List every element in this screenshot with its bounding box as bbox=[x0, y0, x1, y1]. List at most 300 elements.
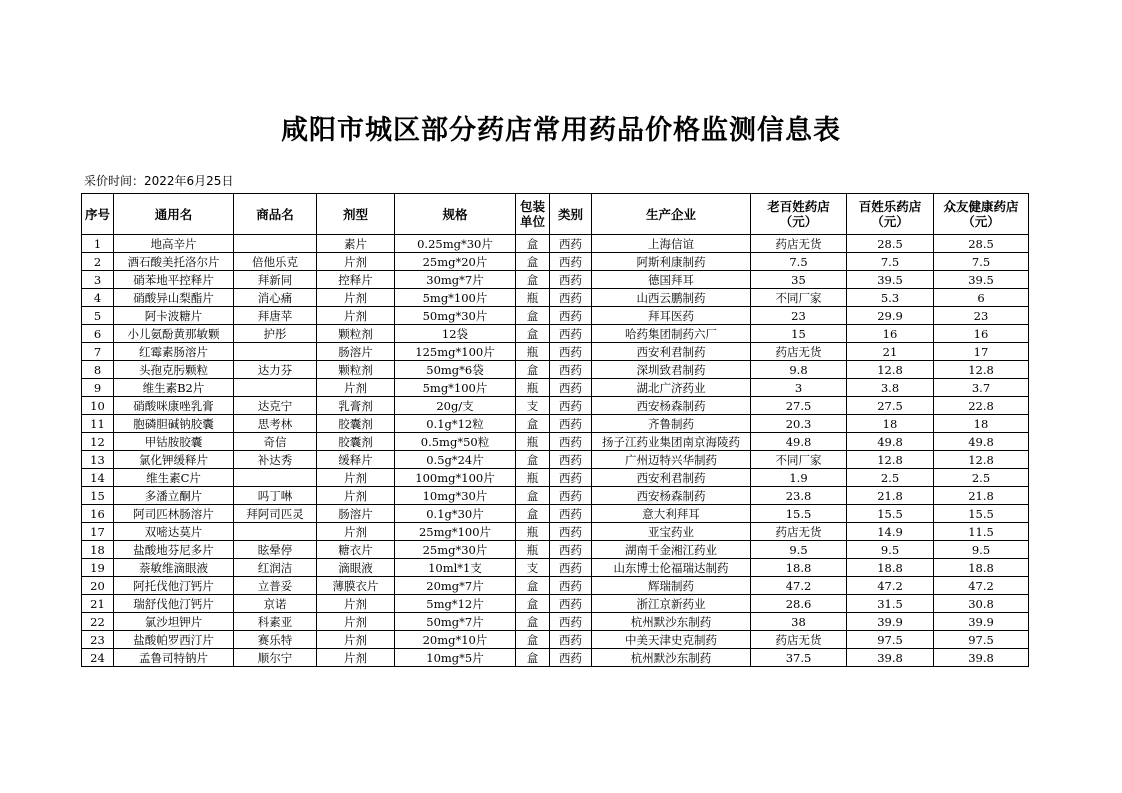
cell-spec: 20mg*7片 bbox=[395, 577, 516, 595]
cell-price-zhongyou: 6 bbox=[934, 289, 1029, 307]
table-row bbox=[82, 289, 1029, 307]
cell-price-zhongyou: 28.5 bbox=[934, 235, 1029, 253]
header-spec: 规格 bbox=[395, 194, 516, 235]
cell-form: 乳膏剂 bbox=[317, 397, 395, 415]
cell-unit: 支 bbox=[516, 559, 550, 577]
table-row bbox=[82, 577, 1029, 595]
cell-brand-name: 思考林 bbox=[234, 415, 317, 433]
cell-category: 西药 bbox=[550, 271, 592, 289]
cell-price-laobaixing: 28.6 bbox=[751, 595, 847, 613]
cell-unit: 盒 bbox=[516, 487, 550, 505]
cell-unit: 支 bbox=[516, 397, 550, 415]
cell-manufacturer: 湖南千金湘江药业 bbox=[592, 541, 751, 559]
cell-form: 肠溶片 bbox=[317, 343, 395, 361]
cell-price-laobaixing: 15.5 bbox=[751, 505, 847, 523]
cell-form: 片剂 bbox=[317, 631, 395, 649]
cell-category: 西药 bbox=[550, 487, 592, 505]
cell-price-baixingle: 18 bbox=[847, 415, 934, 433]
cell-manufacturer: 西安利君制药 bbox=[592, 469, 751, 487]
cell-price-baixingle: 2.5 bbox=[847, 469, 934, 487]
cell-generic-name: 硝酸异山梨酯片 bbox=[114, 289, 234, 307]
table-row bbox=[82, 253, 1029, 271]
cell-price-zhongyou: 11.5 bbox=[934, 523, 1029, 541]
cell-unit: 盒 bbox=[516, 505, 550, 523]
table-row bbox=[82, 235, 1029, 253]
cell-form: 肠溶片 bbox=[317, 505, 395, 523]
cell-generic-name: 瑞舒伐他汀钙片 bbox=[114, 595, 234, 613]
cell-unit: 瓶 bbox=[516, 379, 550, 397]
cell-price-zhongyou: 18.8 bbox=[934, 559, 1029, 577]
cell-manufacturer: 浙江京新药业 bbox=[592, 595, 751, 613]
cell-generic-name: 阿司匹林肠溶片 bbox=[114, 505, 234, 523]
cell-no: 20 bbox=[82, 577, 114, 595]
cell-price-laobaixing: 9.5 bbox=[751, 541, 847, 559]
cell-price-laobaixing: 18.8 bbox=[751, 559, 847, 577]
cell-price-baixingle: 21.8 bbox=[847, 487, 934, 505]
cell-manufacturer: 湖北广济药业 bbox=[592, 379, 751, 397]
header-unit-line2: 单位 bbox=[519, 214, 545, 229]
cell-spec: 5mg*100片 bbox=[395, 289, 516, 307]
cell-manufacturer: 亚宝药业 bbox=[592, 523, 751, 541]
cell-spec: 0.25mg*30片 bbox=[395, 235, 516, 253]
cell-spec: 0.5mg*50粒 bbox=[395, 433, 516, 451]
cell-spec: 30mg*7片 bbox=[395, 271, 516, 289]
header-p3-line2: （元） bbox=[962, 214, 1000, 229]
cell-brand-name: 立普妥 bbox=[234, 577, 317, 595]
cell-price-baixingle: 27.5 bbox=[847, 397, 934, 415]
cell-manufacturer: 阿斯利康制药 bbox=[592, 253, 751, 271]
cell-category: 西药 bbox=[550, 325, 592, 343]
cell-price-baixingle: 21 bbox=[847, 343, 934, 361]
table-row bbox=[82, 523, 1029, 541]
cell-generic-name: 萘敏维滴眼液 bbox=[114, 559, 234, 577]
cell-spec: 50mg*6袋 bbox=[395, 361, 516, 379]
table-body bbox=[82, 235, 1029, 667]
cell-form: 缓释片 bbox=[317, 451, 395, 469]
cell-form: 胶囊剂 bbox=[317, 415, 395, 433]
cell-form: 片剂 bbox=[317, 595, 395, 613]
cell-manufacturer: 杭州默沙东制药 bbox=[592, 649, 751, 667]
cell-price-laobaixing: 药店无货 bbox=[751, 523, 847, 541]
page-title: 咸阳市城区部分药店常用药品价格监测信息表 bbox=[281, 115, 841, 146]
cell-brand-name: 科素亚 bbox=[234, 613, 317, 631]
header-p2-line1: 百姓乐药店 bbox=[858, 199, 922, 214]
cell-price-laobaixing: 9.8 bbox=[751, 361, 847, 379]
cell-manufacturer: 中美天津史克制药 bbox=[592, 631, 751, 649]
table-row bbox=[82, 505, 1029, 523]
cell-price-laobaixing: 15 bbox=[751, 325, 847, 343]
cell-price-laobaixing: 1.9 bbox=[751, 469, 847, 487]
cell-price-zhongyou: 39.9 bbox=[934, 613, 1029, 631]
cell-price-laobaixing: 23.8 bbox=[751, 487, 847, 505]
table-row bbox=[82, 415, 1029, 433]
cell-brand-name bbox=[234, 469, 317, 487]
cell-no: 10 bbox=[82, 397, 114, 415]
cell-spec: 5mg*12片 bbox=[395, 595, 516, 613]
cell-unit: 盒 bbox=[516, 307, 550, 325]
cell-manufacturer: 深圳致君制药 bbox=[592, 361, 751, 379]
cell-price-laobaixing: 3 bbox=[751, 379, 847, 397]
header-p2-line2: （元） bbox=[871, 214, 909, 229]
cell-price-laobaixing: 38 bbox=[751, 613, 847, 631]
cell-generic-name: 多潘立酮片 bbox=[114, 487, 234, 505]
price-table bbox=[81, 193, 1029, 667]
cell-unit: 盒 bbox=[516, 451, 550, 469]
header-manufacturer: 生产企业 bbox=[592, 194, 751, 235]
cell-price-laobaixing: 药店无货 bbox=[751, 343, 847, 361]
cell-form: 片剂 bbox=[317, 487, 395, 505]
cell-price-laobaixing: 49.8 bbox=[751, 433, 847, 451]
header-category: 类别 bbox=[550, 194, 592, 235]
cell-price-zhongyou: 7.5 bbox=[934, 253, 1029, 271]
cell-spec: 25mg*30片 bbox=[395, 541, 516, 559]
cell-price-baixingle: 28.5 bbox=[847, 235, 934, 253]
cell-generic-name: 孟鲁司特钠片 bbox=[114, 649, 234, 667]
cell-no: 24 bbox=[82, 649, 114, 667]
cell-price-zhongyou: 39.8 bbox=[934, 649, 1029, 667]
cell-spec: 0.1g*30片 bbox=[395, 505, 516, 523]
cell-unit: 盒 bbox=[516, 325, 550, 343]
cell-form: 片剂 bbox=[317, 613, 395, 631]
cell-spec: 125mg*100片 bbox=[395, 343, 516, 361]
cell-generic-name: 甲钴胺胶囊 bbox=[114, 433, 234, 451]
table-row bbox=[82, 451, 1029, 469]
cell-spec: 20mg*10片 bbox=[395, 631, 516, 649]
cell-spec: 0.5g*24片 bbox=[395, 451, 516, 469]
cell-unit: 瓶 bbox=[516, 541, 550, 559]
cell-no: 5 bbox=[82, 307, 114, 325]
cell-no: 12 bbox=[82, 433, 114, 451]
cell-spec: 12袋 bbox=[395, 325, 516, 343]
header-p3-line1: 众友健康药店 bbox=[943, 199, 1019, 214]
cell-form: 素片 bbox=[317, 235, 395, 253]
cell-price-zhongyou: 2.5 bbox=[934, 469, 1029, 487]
cell-form: 薄膜衣片 bbox=[317, 577, 395, 595]
cell-price-baixingle: 47.2 bbox=[847, 577, 934, 595]
table-row bbox=[82, 325, 1029, 343]
cell-price-laobaixing: 37.5 bbox=[751, 649, 847, 667]
cell-generic-name: 氯化钾缓释片 bbox=[114, 451, 234, 469]
cell-brand-name: 眩晕停 bbox=[234, 541, 317, 559]
cell-price-baixingle: 49.8 bbox=[847, 433, 934, 451]
cell-category: 西药 bbox=[550, 433, 592, 451]
cell-price-baixingle: 39.5 bbox=[847, 271, 934, 289]
cell-price-baixingle: 29.9 bbox=[847, 307, 934, 325]
cell-brand-name: 消心痛 bbox=[234, 289, 317, 307]
cell-category: 西药 bbox=[550, 613, 592, 631]
cell-spec: 25mg*20片 bbox=[395, 253, 516, 271]
cell-form: 片剂 bbox=[317, 379, 395, 397]
cell-category: 西药 bbox=[550, 523, 592, 541]
cell-generic-name: 红霉素肠溶片 bbox=[114, 343, 234, 361]
cell-generic-name: 酒石酸美托洛尔片 bbox=[114, 253, 234, 271]
cell-price-baixingle: 39.8 bbox=[847, 649, 934, 667]
table-row bbox=[82, 307, 1029, 325]
cell-category: 西药 bbox=[550, 343, 592, 361]
cell-price-laobaixing: 药店无货 bbox=[751, 235, 847, 253]
cell-manufacturer: 西安利君制药 bbox=[592, 343, 751, 361]
cell-no: 18 bbox=[82, 541, 114, 559]
cell-unit: 瓶 bbox=[516, 469, 550, 487]
cell-unit: 盒 bbox=[516, 415, 550, 433]
cell-generic-name: 维生素B2片 bbox=[114, 379, 234, 397]
cell-price-zhongyou: 18 bbox=[934, 415, 1029, 433]
cell-generic-name: 氯沙坦钾片 bbox=[114, 613, 234, 631]
cell-price-zhongyou: 30.8 bbox=[934, 595, 1029, 613]
cell-no: 4 bbox=[82, 289, 114, 307]
cell-no: 13 bbox=[82, 451, 114, 469]
cell-price-zhongyou: 39.5 bbox=[934, 271, 1029, 289]
cell-form: 控释片 bbox=[317, 271, 395, 289]
cell-brand-name bbox=[234, 379, 317, 397]
cell-price-zhongyou: 16 bbox=[934, 325, 1029, 343]
cell-generic-name: 盐酸地芬尼多片 bbox=[114, 541, 234, 559]
cell-category: 西药 bbox=[550, 415, 592, 433]
cell-category: 西药 bbox=[550, 649, 592, 667]
cell-brand-name bbox=[234, 343, 317, 361]
table-row bbox=[82, 343, 1029, 361]
cell-generic-name: 地高辛片 bbox=[114, 235, 234, 253]
cell-price-baixingle: 14.9 bbox=[847, 523, 934, 541]
header-price-baixingle bbox=[847, 194, 934, 235]
header-brand-name: 商品名 bbox=[234, 194, 317, 235]
cell-price-laobaixing: 20.3 bbox=[751, 415, 847, 433]
cell-form: 片剂 bbox=[317, 253, 395, 271]
cell-brand-name: 达力芬 bbox=[234, 361, 317, 379]
cell-category: 西药 bbox=[550, 541, 592, 559]
table-row bbox=[82, 433, 1029, 451]
table-row bbox=[82, 361, 1029, 379]
cell-brand-name: 拜新同 bbox=[234, 271, 317, 289]
cell-brand-name: 拜唐苹 bbox=[234, 307, 317, 325]
cell-manufacturer: 西安杨森制药 bbox=[592, 487, 751, 505]
cell-price-laobaixing: 35 bbox=[751, 271, 847, 289]
cell-no: 17 bbox=[82, 523, 114, 541]
survey-date: 采价时间：2022年6月25日 bbox=[84, 174, 234, 188]
cell-generic-name: 阿托伐他汀钙片 bbox=[114, 577, 234, 595]
cell-price-zhongyou: 23 bbox=[934, 307, 1029, 325]
header-no: 序号 bbox=[82, 194, 114, 235]
cell-brand-name: 倍他乐克 bbox=[234, 253, 317, 271]
cell-unit: 盒 bbox=[516, 271, 550, 289]
cell-form: 片剂 bbox=[317, 307, 395, 325]
cell-price-baixingle: 12.8 bbox=[847, 361, 934, 379]
cell-unit: 盒 bbox=[516, 631, 550, 649]
cell-form: 片剂 bbox=[317, 469, 395, 487]
cell-form: 胶囊剂 bbox=[317, 433, 395, 451]
cell-form: 片剂 bbox=[317, 289, 395, 307]
cell-generic-name: 头孢克肟颗粒 bbox=[114, 361, 234, 379]
header-generic-name: 通用名 bbox=[114, 194, 234, 235]
cell-category: 西药 bbox=[550, 379, 592, 397]
cell-price-laobaixing: 47.2 bbox=[751, 577, 847, 595]
header-price-zhongyou bbox=[934, 194, 1029, 235]
cell-manufacturer: 德国拜耳 bbox=[592, 271, 751, 289]
cell-form: 片剂 bbox=[317, 649, 395, 667]
cell-price-zhongyou: 12.8 bbox=[934, 361, 1029, 379]
cell-price-laobaixing: 不同厂家 bbox=[751, 289, 847, 307]
cell-category: 西药 bbox=[550, 289, 592, 307]
cell-price-baixingle: 12.8 bbox=[847, 451, 934, 469]
cell-price-zhongyou: 15.5 bbox=[934, 505, 1029, 523]
cell-no: 1 bbox=[82, 235, 114, 253]
cell-price-baixingle: 3.8 bbox=[847, 379, 934, 397]
cell-spec: 100mg*100片 bbox=[395, 469, 516, 487]
cell-unit: 瓶 bbox=[516, 433, 550, 451]
cell-price-laobaixing: 27.5 bbox=[751, 397, 847, 415]
cell-no: 15 bbox=[82, 487, 114, 505]
cell-price-laobaixing: 7.5 bbox=[751, 253, 847, 271]
cell-manufacturer: 齐鲁制药 bbox=[592, 415, 751, 433]
cell-manufacturer: 意大利拜耳 bbox=[592, 505, 751, 523]
cell-category: 西药 bbox=[550, 397, 592, 415]
cell-brand-name bbox=[234, 235, 317, 253]
cell-price-baixingle: 7.5 bbox=[847, 253, 934, 271]
cell-price-baixingle: 5.3 bbox=[847, 289, 934, 307]
cell-category: 西药 bbox=[550, 577, 592, 595]
cell-price-baixingle: 39.9 bbox=[847, 613, 934, 631]
cell-no: 6 bbox=[82, 325, 114, 343]
cell-price-baixingle: 97.5 bbox=[847, 631, 934, 649]
cell-brand-name: 赛乐特 bbox=[234, 631, 317, 649]
cell-category: 西药 bbox=[550, 631, 592, 649]
cell-price-baixingle: 18.8 bbox=[847, 559, 934, 577]
cell-unit: 盒 bbox=[516, 361, 550, 379]
table-row bbox=[82, 613, 1029, 631]
cell-spec: 25mg*100片 bbox=[395, 523, 516, 541]
cell-spec: 5mg*100片 bbox=[395, 379, 516, 397]
cell-generic-name: 胞磷胆碱钠胶囊 bbox=[114, 415, 234, 433]
header-unit-line1: 包装 bbox=[519, 199, 545, 214]
cell-unit: 盒 bbox=[516, 577, 550, 595]
cell-spec: 50mg*7片 bbox=[395, 613, 516, 631]
cell-no: 23 bbox=[82, 631, 114, 649]
cell-unit: 盒 bbox=[516, 595, 550, 613]
cell-category: 西药 bbox=[550, 559, 592, 577]
cell-manufacturer: 扬子江药业集团南京海陵药 bbox=[592, 433, 751, 451]
cell-price-zhongyou: 12.8 bbox=[934, 451, 1029, 469]
cell-price-baixingle: 16 bbox=[847, 325, 934, 343]
cell-generic-name: 盐酸帕罗西汀片 bbox=[114, 631, 234, 649]
cell-price-zhongyou: 9.5 bbox=[934, 541, 1029, 559]
cell-manufacturer: 杭州默沙东制药 bbox=[592, 613, 751, 631]
cell-generic-name: 维生素C片 bbox=[114, 469, 234, 487]
table-row bbox=[82, 469, 1029, 487]
cell-brand-name: 红润洁 bbox=[234, 559, 317, 577]
cell-manufacturer: 山西云鹏制药 bbox=[592, 289, 751, 307]
cell-generic-name: 小儿氨酚黄那敏颗 bbox=[114, 325, 234, 343]
cell-form: 颗粒剂 bbox=[317, 325, 395, 343]
header-unit bbox=[516, 194, 550, 235]
cell-unit: 瓶 bbox=[516, 523, 550, 541]
table-row bbox=[82, 649, 1029, 667]
cell-manufacturer: 上海信谊 bbox=[592, 235, 751, 253]
cell-brand-name: 补达秀 bbox=[234, 451, 317, 469]
cell-unit: 盒 bbox=[516, 235, 550, 253]
cell-spec: 0.1g*12粒 bbox=[395, 415, 516, 433]
cell-category: 西药 bbox=[550, 595, 592, 613]
cell-price-zhongyou: 22.8 bbox=[934, 397, 1029, 415]
cell-no: 22 bbox=[82, 613, 114, 631]
cell-form: 糖衣片 bbox=[317, 541, 395, 559]
cell-no: 11 bbox=[82, 415, 114, 433]
cell-brand-name: 达克宁 bbox=[234, 397, 317, 415]
table-row bbox=[82, 595, 1029, 613]
cell-manufacturer: 哈药集团制药六厂 bbox=[592, 325, 751, 343]
header-p1-line2: （元） bbox=[779, 214, 818, 229]
cell-unit: 盒 bbox=[516, 613, 550, 631]
cell-no: 8 bbox=[82, 361, 114, 379]
cell-category: 西药 bbox=[550, 307, 592, 325]
cell-price-baixingle: 31.5 bbox=[847, 595, 934, 613]
cell-generic-name: 双嘧达莫片 bbox=[114, 523, 234, 541]
cell-category: 西药 bbox=[550, 469, 592, 487]
cell-generic-name: 阿卡波糖片 bbox=[114, 307, 234, 325]
cell-brand-name: 护彤 bbox=[234, 325, 317, 343]
cell-spec: 10ml*1支 bbox=[395, 559, 516, 577]
cell-manufacturer: 辉瑞制药 bbox=[592, 577, 751, 595]
header-form: 剂型 bbox=[317, 194, 395, 235]
cell-spec: 50mg*30片 bbox=[395, 307, 516, 325]
cell-brand-name: 奇信 bbox=[234, 433, 317, 451]
cell-form: 滴眼液 bbox=[317, 559, 395, 577]
cell-price-laobaixing: 药店无货 bbox=[751, 631, 847, 649]
cell-price-zhongyou: 21.8 bbox=[934, 487, 1029, 505]
cell-category: 西药 bbox=[550, 451, 592, 469]
table-row bbox=[82, 541, 1029, 559]
cell-price-baixingle: 9.5 bbox=[847, 541, 934, 559]
table-row bbox=[82, 487, 1029, 505]
cell-price-zhongyou: 3.7 bbox=[934, 379, 1029, 397]
cell-brand-name: 京诺 bbox=[234, 595, 317, 613]
cell-price-laobaixing: 23 bbox=[751, 307, 847, 325]
cell-generic-name: 硝苯地平控释片 bbox=[114, 271, 234, 289]
table-row bbox=[82, 397, 1029, 415]
cell-spec: 10mg*5片 bbox=[395, 649, 516, 667]
cell-price-zhongyou: 17 bbox=[934, 343, 1029, 361]
cell-no: 3 bbox=[82, 271, 114, 289]
cell-unit: 瓶 bbox=[516, 343, 550, 361]
cell-no: 21 bbox=[82, 595, 114, 613]
cell-price-zhongyou: 49.8 bbox=[934, 433, 1029, 451]
cell-brand-name bbox=[234, 523, 317, 541]
header-p1-line1: 老百姓药店 bbox=[767, 199, 830, 214]
table-header bbox=[82, 194, 1029, 235]
cell-category: 西药 bbox=[550, 253, 592, 271]
cell-generic-name: 硝酸咪康唑乳膏 bbox=[114, 397, 234, 415]
cell-no: 14 bbox=[82, 469, 114, 487]
cell-no: 19 bbox=[82, 559, 114, 577]
cell-price-zhongyou: 97.5 bbox=[934, 631, 1029, 649]
cell-brand-name: 吗丁啉 bbox=[234, 487, 317, 505]
cell-category: 西药 bbox=[550, 361, 592, 379]
table-row bbox=[82, 271, 1029, 289]
cell-no: 16 bbox=[82, 505, 114, 523]
cell-brand-name: 顺尔宁 bbox=[234, 649, 317, 667]
cell-price-zhongyou: 47.2 bbox=[934, 577, 1029, 595]
cell-manufacturer: 山东博士伦福瑞达制药 bbox=[592, 559, 751, 577]
cell-manufacturer: 广州迈特兴华制药 bbox=[592, 451, 751, 469]
cell-spec: 10mg*30片 bbox=[395, 487, 516, 505]
cell-spec: 20g/支 bbox=[395, 397, 516, 415]
cell-brand-name: 拜阿司匹灵 bbox=[234, 505, 317, 523]
cell-unit: 盒 bbox=[516, 253, 550, 271]
cell-price-laobaixing: 不同厂家 bbox=[751, 451, 847, 469]
cell-form: 颗粒剂 bbox=[317, 361, 395, 379]
header-price-laobaixing bbox=[751, 194, 847, 235]
cell-category: 西药 bbox=[550, 505, 592, 523]
table-row bbox=[82, 559, 1029, 577]
